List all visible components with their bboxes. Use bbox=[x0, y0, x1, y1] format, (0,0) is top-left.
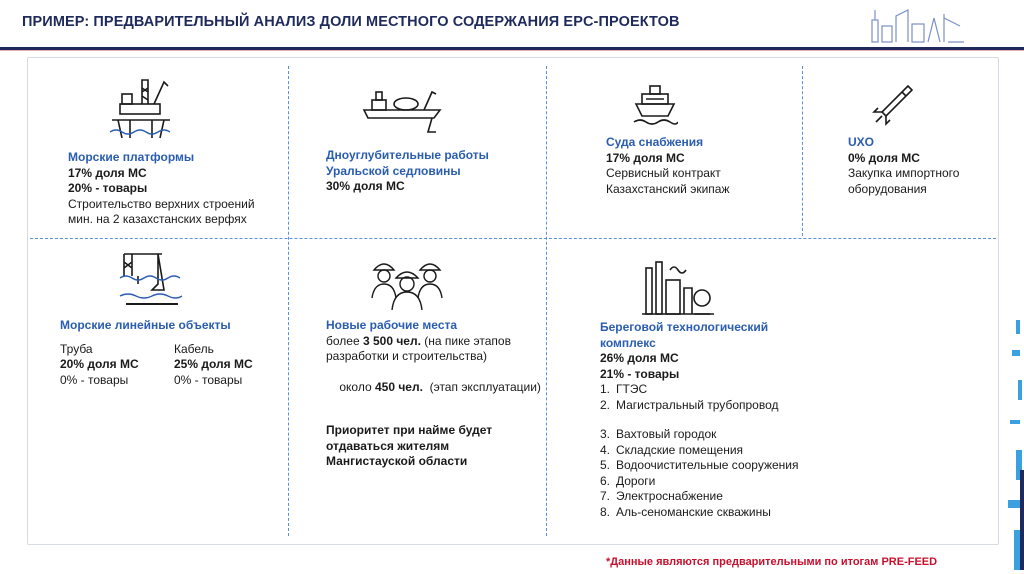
title-divider-accent bbox=[0, 50, 1024, 51]
pipe-share: 20% доля МС bbox=[60, 357, 139, 371]
list-item bbox=[600, 382, 840, 398]
grid-divider-v2 bbox=[546, 66, 547, 536]
list-item-text: Электроснабжение bbox=[616, 489, 723, 503]
onshore-list bbox=[600, 382, 840, 520]
list-item bbox=[600, 505, 840, 521]
missile-icon bbox=[868, 82, 914, 126]
dredging-heading-1: Дноуглубительные работы bbox=[326, 148, 489, 162]
edge-decoration-icon bbox=[1006, 320, 1024, 570]
list-item-number: 7. bbox=[600, 489, 611, 503]
jobs-priority-3: Мангистауской области bbox=[326, 454, 468, 468]
list-item-text: Магистральный трубопровод bbox=[616, 397, 779, 412]
list-item-number: 1. bbox=[600, 382, 611, 396]
cable-share: 25% доля МС bbox=[174, 357, 253, 371]
uxo-share: 0% доля МС bbox=[848, 150, 920, 165]
onshore-goods: 21% - товары bbox=[600, 366, 680, 381]
jobs-heading: Новые рабочие места bbox=[326, 318, 458, 332]
jobs-line-1 bbox=[326, 334, 544, 350]
uxo-heading: UXO bbox=[848, 135, 875, 149]
list-item bbox=[600, 398, 840, 414]
jobs-line-3-pre: около bbox=[339, 380, 375, 394]
dredging-block bbox=[326, 148, 489, 195]
dredging-share: 30% доля МС bbox=[326, 179, 405, 193]
dredging-heading-2: Уральской седловины bbox=[326, 163, 461, 178]
grid-divider-v1 bbox=[288, 66, 289, 536]
jobs-line-2: разработки и строительства) bbox=[326, 349, 488, 363]
list-item bbox=[600, 443, 840, 459]
jobs-block bbox=[326, 318, 544, 470]
jobs-peak-count: 3 500 чел. bbox=[362, 333, 421, 348]
jobs-line-1-pre: более bbox=[326, 333, 363, 348]
platforms-block bbox=[68, 150, 255, 228]
onshore-block bbox=[600, 320, 840, 520]
industrial-logo-icon bbox=[868, 6, 968, 44]
list-item-number: 3. bbox=[600, 427, 611, 441]
platforms-share: 17% доля МС bbox=[68, 165, 147, 180]
pipe-goods: 0% - товары bbox=[60, 372, 129, 387]
platforms-note-1: Строительство верхних строений bbox=[68, 196, 255, 211]
cable-label: Кабель bbox=[174, 341, 214, 356]
jobs-ops-count: 450 чел. bbox=[374, 380, 423, 394]
uxo-note-2: оборудования bbox=[848, 181, 927, 196]
supply-block bbox=[606, 135, 730, 197]
list-item-number: 4. bbox=[600, 442, 611, 457]
list-item-text: Складские помещения bbox=[616, 442, 744, 457]
linear-heading: Морские линейные объекты bbox=[60, 318, 231, 332]
list-item bbox=[600, 427, 840, 443]
refinery-icon bbox=[640, 258, 716, 316]
platforms-heading: Морские платформы bbox=[68, 150, 195, 164]
platforms-goods: 20% - товары bbox=[68, 181, 148, 195]
dredging-ship-icon bbox=[362, 78, 444, 136]
jobs-line-3 bbox=[326, 365, 544, 412]
list-item-number: 8. bbox=[600, 504, 611, 519]
workers-icon bbox=[368, 254, 446, 312]
page-title: ПРИМЕР: ПРЕДВАРИТЕЛЬНЫЙ АНАЛИЗ ДОЛИ МЕСТНОГО СОДЕРЖАНИЯ EPC-ПРОЕКТОВ bbox=[22, 14, 680, 30]
grid-divider-h bbox=[30, 238, 996, 239]
list-item bbox=[600, 489, 840, 505]
linear-block bbox=[60, 318, 280, 388]
platforms-note-2: мин. на 2 казахстанских верфях bbox=[68, 212, 247, 226]
ship-icon bbox=[632, 82, 678, 126]
offshore-platform-icon bbox=[108, 74, 174, 140]
list-item-number: 5. bbox=[600, 458, 611, 472]
list-item-number: 6. bbox=[600, 473, 611, 488]
list-item bbox=[600, 474, 840, 490]
jobs-line-3-post: (этап эксплуатации) bbox=[422, 380, 541, 394]
list-item-text: Аль-сеноманские скважины bbox=[616, 504, 771, 519]
supply-note-1: Сервисный контракт bbox=[606, 166, 721, 180]
supply-heading: Суда снабжения bbox=[606, 135, 704, 149]
supply-note-2: Казахстанский экипаж bbox=[606, 181, 730, 196]
cable-goods: 0% - товары bbox=[174, 372, 243, 387]
footnote: *Данные являются предварительными по итогам PRE-FEED bbox=[606, 556, 938, 568]
list-item bbox=[600, 458, 840, 474]
uxo-note-1: Закупка импортного bbox=[848, 166, 960, 180]
jobs-priority-2: отдаваться жителям bbox=[326, 438, 450, 453]
list-item-text: Дороги bbox=[616, 473, 656, 488]
list-item-text: Вахтовый городок bbox=[616, 427, 717, 441]
list-item-text: ГТЭС bbox=[616, 382, 648, 396]
jobs-priority-1: Приоритет при найме будет bbox=[326, 423, 493, 437]
pipe-label: Труба bbox=[60, 341, 93, 356]
onshore-heading-1: Береговой технологический bbox=[600, 320, 769, 334]
list-item-number: 2. bbox=[600, 397, 611, 412]
list-gap bbox=[600, 413, 840, 427]
onshore-share: 26% доля МС bbox=[600, 351, 679, 365]
grid-divider-v3 bbox=[802, 66, 803, 236]
uxo-block bbox=[848, 135, 959, 197]
subsea-pipeline-icon bbox=[118, 250, 184, 310]
onshore-heading-2: комплекс bbox=[600, 335, 656, 350]
jobs-line-1-post: (на пике этапов bbox=[420, 333, 511, 348]
supply-share: 17% доля МС bbox=[606, 150, 685, 165]
list-item-text: Водоочистительные сооружения bbox=[616, 458, 799, 472]
